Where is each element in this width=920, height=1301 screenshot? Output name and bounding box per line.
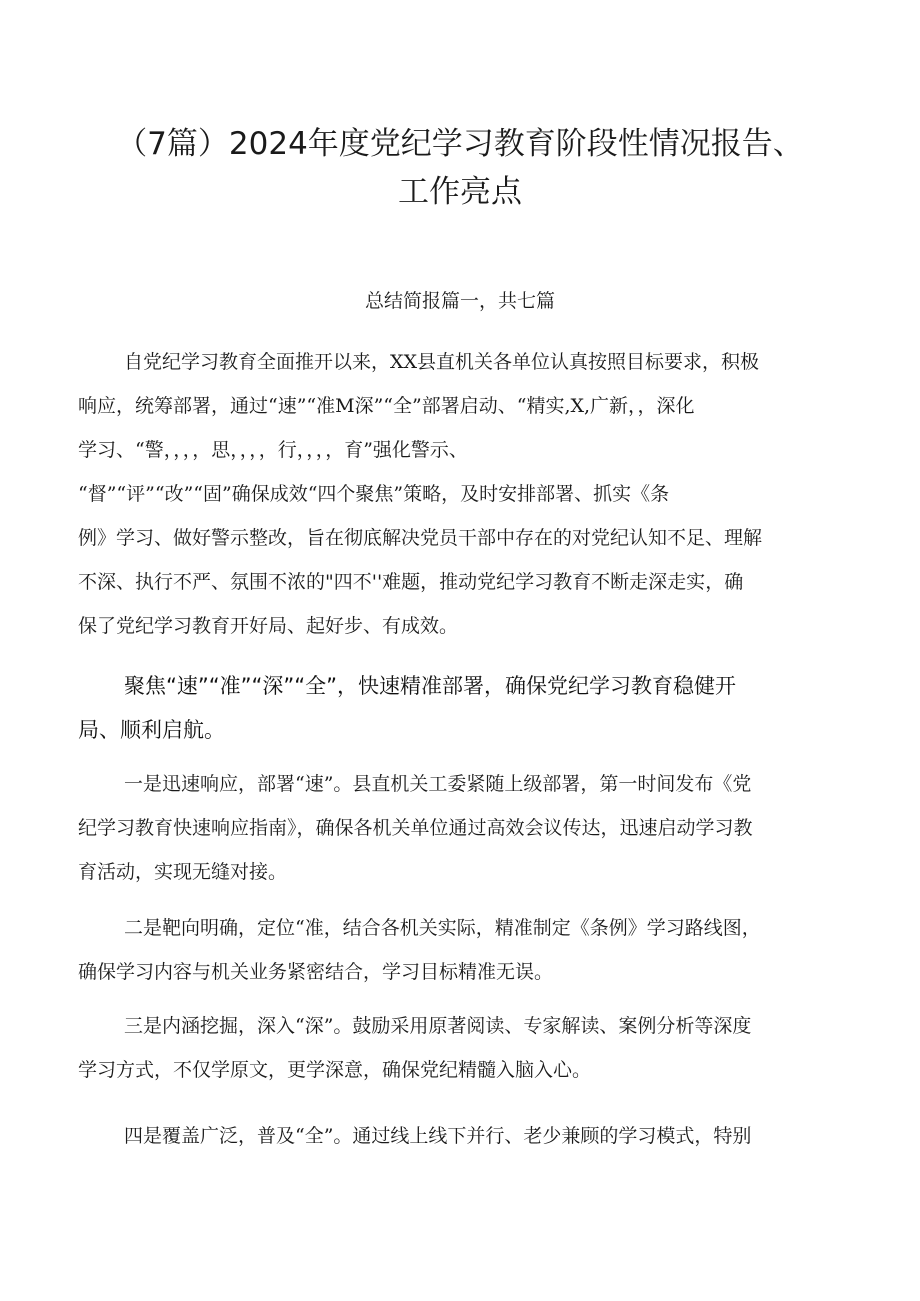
point-two-line: 二是靶向明确，定位“准，结合各机关实际，精准制定《条例》学习路线图， [124,917,761,939]
section-heading-line: 聚焦“速”“准”“深”“全”，快速精准部署，确保党纪学习教育稳健开 [124,674,737,698]
point-three-line: 三是内涵挖掘，深入“深”。鼓励采用原著阅读、专家解读、案例分析等深度 [124,1015,752,1037]
intro-line: 响应，统筹部署，通过“速”“准M深”“全”部署启动、“精实,X,广新，，深化 [78,395,695,417]
intro-line: 例》学习、做好警示整改，旨在彻底解决党员干部中存在的对党纪认知不足、理解 [78,527,763,549]
point-four-paragraph [78,1114,858,1158]
point-two-line: 确保学习内容与机关业务紧密结合，学习目标精准无误。 [78,961,554,983]
point-one-paragraph [78,762,858,894]
point-three-line: 学习方式，不仅学原文，更学深意，确保党纪精髓入脑入心。 [78,1059,592,1081]
point-one-line: 一是迅速响应，部署“速”。县直机关工委紧随上级部署，第一时间发布《党 [124,773,752,795]
intro-line: 学习、“警，，，，思，，，，行，，，，育”强化警示、 [78,439,468,461]
point-three-paragraph [78,1004,858,1092]
intro-line: 保了党纪学习教育开好局、起好步、有成效。 [78,615,459,637]
point-one-line: 育活动，实现无缝对接。 [78,861,288,883]
point-four-line: 四是覆盖广泛，普及“全”。通过线上线下并行、老少兼顾的学习模式，特别 [124,1125,752,1147]
intro-paragraph [78,340,858,648]
section-heading-line: 局、顺利启航。 [78,718,225,742]
intro-line: “督”“评”“改”“固”确保成效“四个聚焦”策略，及时安排部署、抓实《条 [78,483,670,505]
intro-line: 不深、执行不严、氛围不浓的"四不''难题，推动党纪学习教育不断走深走实，确 [78,571,744,593]
point-two-paragraph [78,906,858,994]
intro-line: 自党纪学习教育全面推开以来，XX县直机关各单位认真按照目标要求，积极 [124,351,760,373]
document-subtitle: 总结简报篇一，共七篇 [364,290,555,312]
section-heading [78,664,858,752]
document-title-line-1: （7篇）2024年度党纪学习教育阶段性情况报告、 [116,126,804,162]
document-title-line-2: 工作亮点 [398,174,522,210]
point-one-line: 纪学习教育快速响应指南》，确保各机关单位通过高效会议传达，迅速启动学习教 [78,817,753,839]
